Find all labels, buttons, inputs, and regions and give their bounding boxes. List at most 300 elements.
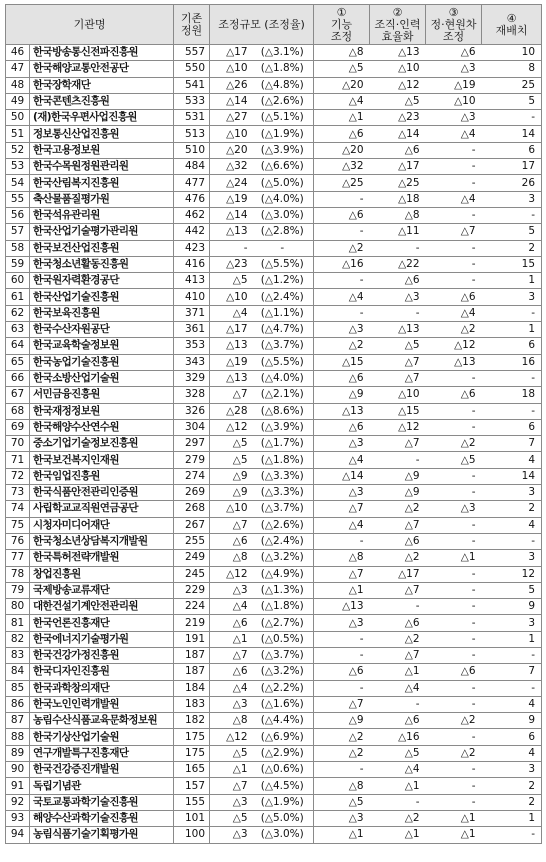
function-adjust: △6 xyxy=(314,370,370,386)
org-efficiency: △5 xyxy=(370,338,426,354)
row-number: 80 xyxy=(6,599,30,615)
table-row xyxy=(6,207,542,223)
existing-quota: 410 xyxy=(174,289,210,305)
adjustment-size: △10 xyxy=(210,61,252,77)
row-number: 72 xyxy=(6,468,30,484)
function-adjust: - xyxy=(314,533,370,549)
function-adjust: △5 xyxy=(314,794,370,810)
function-adjust: △1 xyxy=(314,582,370,598)
existing-quota: 557 xyxy=(174,45,210,61)
agency-name: 정보통신산업진흥원 xyxy=(30,126,174,142)
org-efficiency: △6 xyxy=(370,533,426,549)
reallocation: 1 xyxy=(482,810,542,826)
function-adjust: △14 xyxy=(314,468,370,484)
staff-gap-adjust: - xyxy=(426,533,482,549)
reallocation: 25 xyxy=(482,77,542,93)
existing-quota: 353 xyxy=(174,338,210,354)
adjustment-rate: (△4.8%) xyxy=(252,77,314,93)
staff-gap-adjust: - xyxy=(426,615,482,631)
staff-gap-adjust: △10 xyxy=(426,93,482,109)
function-adjust: △4 xyxy=(314,452,370,468)
adjustment-rate: (△4.0%) xyxy=(252,191,314,207)
function-adjust: △8 xyxy=(314,550,370,566)
function-adjust: - xyxy=(314,273,370,289)
function-adjust: △3 xyxy=(314,810,370,826)
reallocation: - xyxy=(482,110,542,126)
staff-gap-adjust: - xyxy=(426,273,482,289)
row-number: 93 xyxy=(6,810,30,826)
reallocation: 1 xyxy=(482,322,542,338)
header-org-efficiency xyxy=(370,5,426,45)
function-adjust: △1 xyxy=(314,827,370,843)
adjustment-rate: (△3.7%) xyxy=(252,338,314,354)
staff-gap-adjust: - xyxy=(426,680,482,696)
row-number: 73 xyxy=(6,485,30,501)
org-efficiency: △14 xyxy=(370,126,426,142)
agency-name: 축산물품질평가원 xyxy=(30,191,174,207)
table-row xyxy=(6,745,542,761)
adjustment-size: △1 xyxy=(210,631,252,647)
adjustment-size: △3 xyxy=(210,794,252,810)
function-adjust: △2 xyxy=(314,745,370,761)
table-row xyxy=(6,680,542,696)
agency-name: 한국농업기술진흥원 xyxy=(30,354,174,370)
agency-name: 한국건강증진개발원 xyxy=(30,762,174,778)
staff-gap-adjust: - xyxy=(426,729,482,745)
reallocation: 4 xyxy=(482,452,542,468)
existing-quota: 361 xyxy=(174,322,210,338)
row-number: 89 xyxy=(6,745,30,761)
row-number: 49 xyxy=(6,93,30,109)
agency-name: 서민금융진흥원 xyxy=(30,387,174,403)
staff-gap-adjust: △1 xyxy=(426,827,482,843)
table-row xyxy=(6,631,542,647)
staff-gap-adjust: △4 xyxy=(426,191,482,207)
row-number: 70 xyxy=(6,436,30,452)
agency-name: 한국산업기술진흥원 xyxy=(30,289,174,305)
function-adjust: △13 xyxy=(314,403,370,419)
table-row xyxy=(6,827,542,843)
org-efficiency: △6 xyxy=(370,615,426,631)
adjustment-size: △7 xyxy=(210,647,252,663)
existing-quota: 477 xyxy=(174,175,210,191)
adjustment-rate: (△3.3%) xyxy=(252,485,314,501)
function-adjust: △3 xyxy=(314,436,370,452)
table-row xyxy=(6,664,542,680)
function-adjust: - xyxy=(314,762,370,778)
reallocation: 15 xyxy=(482,256,542,272)
existing-quota: 279 xyxy=(174,452,210,468)
table-row xyxy=(6,142,542,158)
existing-quota: 175 xyxy=(174,745,210,761)
staff-gap-adjust: △6 xyxy=(426,45,482,61)
table-row xyxy=(6,77,542,93)
existing-quota: 219 xyxy=(174,615,210,631)
table-row xyxy=(6,93,542,109)
org-efficiency: △8 xyxy=(370,207,426,223)
agency-name: 한국해양수산연수원 xyxy=(30,419,174,435)
row-number: 53 xyxy=(6,159,30,175)
row-number: 46 xyxy=(6,45,30,61)
reallocation: 6 xyxy=(482,419,542,435)
adjustment-rate: (△1.1%) xyxy=(252,305,314,321)
reallocation: 2 xyxy=(482,240,542,256)
table-row xyxy=(6,468,542,484)
row-number: 58 xyxy=(6,240,30,256)
staff-gap-adjust: - xyxy=(426,207,482,223)
adjustment-rate: (△4.7%) xyxy=(252,322,314,338)
agency-name: 한국임업진흥원 xyxy=(30,468,174,484)
function-adjust: △6 xyxy=(314,207,370,223)
staff-gap-adjust: - xyxy=(426,762,482,778)
reallocation: - xyxy=(482,680,542,696)
row-number: 55 xyxy=(6,191,30,207)
adjustment-size: △13 xyxy=(210,370,252,386)
function-adjust: △3 xyxy=(314,322,370,338)
adjustment-rate: (△2.1%) xyxy=(252,387,314,403)
existing-quota: 484 xyxy=(174,159,210,175)
adjustment-rate: (△2.2%) xyxy=(252,680,314,696)
table-row xyxy=(6,110,542,126)
table-row xyxy=(6,729,542,745)
org-efficiency: △12 xyxy=(370,419,426,435)
agency-name: 한국기상산업기술원 xyxy=(30,729,174,745)
existing-quota: 541 xyxy=(174,77,210,93)
reallocation: 26 xyxy=(482,175,542,191)
row-number: 81 xyxy=(6,615,30,631)
agency-name: (재)한국우편사업진흥원 xyxy=(30,110,174,126)
row-number: 87 xyxy=(6,713,30,729)
org-efficiency: △18 xyxy=(370,191,426,207)
reallocation: 16 xyxy=(482,354,542,370)
table-row xyxy=(6,419,542,435)
reallocation: 14 xyxy=(482,126,542,142)
agency-name: 한국청소년활동진흥원 xyxy=(30,256,174,272)
adjustment-size: △1 xyxy=(210,762,252,778)
reallocation: - xyxy=(482,403,542,419)
adjustment-size: △19 xyxy=(210,191,252,207)
reallocation: - xyxy=(482,305,542,321)
table-row xyxy=(6,403,542,419)
adjustment-rate: (△2.4%) xyxy=(252,289,314,305)
existing-quota: 100 xyxy=(174,827,210,843)
function-adjust: △2 xyxy=(314,729,370,745)
row-number: 64 xyxy=(6,338,30,354)
function-adjust: △15 xyxy=(314,354,370,370)
agency-name: 한국특허전략개발원 xyxy=(30,550,174,566)
adjustment-size: △7 xyxy=(210,778,252,794)
staff-gap-adjust: △2 xyxy=(426,322,482,338)
reallocation: 18 xyxy=(482,387,542,403)
staff-gap-adjust: - xyxy=(426,517,482,533)
function-adjust: - xyxy=(314,647,370,663)
row-number: 88 xyxy=(6,729,30,745)
org-efficiency: △4 xyxy=(370,762,426,778)
table-row xyxy=(6,778,542,794)
reallocation: 9 xyxy=(482,713,542,729)
existing-quota: 267 xyxy=(174,517,210,533)
adjustment-rate: (△1.8%) xyxy=(252,61,314,77)
staff-gap-adjust: - xyxy=(426,468,482,484)
table-row xyxy=(6,794,542,810)
reallocation: 1 xyxy=(482,631,542,647)
staff-gap-adjust: △2 xyxy=(426,436,482,452)
existing-quota: 101 xyxy=(174,810,210,826)
adjustment-size: △26 xyxy=(210,77,252,93)
org-efficiency: △6 xyxy=(370,713,426,729)
reallocation: 5 xyxy=(482,93,542,109)
adjustment-rate: (△2.6%) xyxy=(252,517,314,533)
reallocation: 12 xyxy=(482,566,542,582)
adjustment-rate: (△4.0%) xyxy=(252,370,314,386)
agency-name: 한국청소년상담복지개발원 xyxy=(30,533,174,549)
function-adjust: △9 xyxy=(314,713,370,729)
function-adjust: △9 xyxy=(314,387,370,403)
staff-gap-adjust: - xyxy=(426,582,482,598)
existing-quota: 249 xyxy=(174,550,210,566)
adjustment-rate: (△1.8%) xyxy=(252,599,314,615)
org-efficiency: △1 xyxy=(370,664,426,680)
adjustment-size: △3 xyxy=(210,582,252,598)
org-efficiency: △1 xyxy=(370,778,426,794)
adjustment-rate: (△5.0%) xyxy=(252,175,314,191)
existing-quota: 476 xyxy=(174,191,210,207)
row-number: 78 xyxy=(6,566,30,582)
adjustment-rate: (△4.5%) xyxy=(252,778,314,794)
staff-gap-adjust: - xyxy=(426,403,482,419)
header-adjustment: 조정규모 (조정율) xyxy=(210,5,314,45)
existing-quota: 187 xyxy=(174,664,210,680)
row-number: 48 xyxy=(6,77,30,93)
adjustment-rate: - xyxy=(252,240,314,256)
reallocation: 3 xyxy=(482,615,542,631)
org-efficiency: △9 xyxy=(370,468,426,484)
row-number: 91 xyxy=(6,778,30,794)
adjustment-size: △10 xyxy=(210,289,252,305)
staff-gap-adjust: △4 xyxy=(426,305,482,321)
row-number: 51 xyxy=(6,126,30,142)
header-org-mark: ② xyxy=(392,5,403,19)
adjustment-rate: (△2.9%) xyxy=(252,745,314,761)
staff-gap-adjust: △6 xyxy=(426,387,482,403)
row-number: 90 xyxy=(6,762,30,778)
agency-name: 한국식품안전관리인증원 xyxy=(30,485,174,501)
table-row xyxy=(6,452,542,468)
existing-quota: 297 xyxy=(174,436,210,452)
header-function-label: 기능 조정 xyxy=(330,17,353,43)
row-number: 67 xyxy=(6,387,30,403)
reallocation: 6 xyxy=(482,338,542,354)
org-efficiency: △4 xyxy=(370,680,426,696)
adjustment-rate: (△3.7%) xyxy=(252,501,314,517)
agency-name: 농림식품기술기획평가원 xyxy=(30,827,174,843)
adjustment-rate: (△3.2%) xyxy=(252,664,314,680)
existing-quota: 328 xyxy=(174,387,210,403)
existing-quota: 531 xyxy=(174,110,210,126)
org-efficiency: △2 xyxy=(370,550,426,566)
adjustment-size: △14 xyxy=(210,93,252,109)
function-adjust: - xyxy=(314,680,370,696)
row-number: 74 xyxy=(6,501,30,517)
org-efficiency: - xyxy=(370,240,426,256)
existing-quota: 183 xyxy=(174,696,210,712)
staff-gap-adjust: - xyxy=(426,794,482,810)
row-number: 56 xyxy=(6,207,30,223)
staff-gap-adjust: - xyxy=(426,566,482,582)
org-efficiency: △9 xyxy=(370,485,426,501)
reallocation: 4 xyxy=(482,517,542,533)
agency-name: 한국디자인진흥원 xyxy=(30,664,174,680)
staff-gap-adjust: △3 xyxy=(426,110,482,126)
existing-quota: 182 xyxy=(174,713,210,729)
existing-quota: 413 xyxy=(174,273,210,289)
reallocation: 3 xyxy=(482,762,542,778)
adjustment-size: △9 xyxy=(210,485,252,501)
staff-gap-adjust: △4 xyxy=(426,126,482,142)
org-efficiency: △7 xyxy=(370,647,426,663)
table-row xyxy=(6,240,542,256)
agency-name: 한국보육진흥원 xyxy=(30,305,174,321)
table-row xyxy=(6,354,542,370)
org-efficiency: - xyxy=(370,794,426,810)
adjustment-rate: (△0.6%) xyxy=(252,762,314,778)
agency-name: 해양수산과학기술진흥원 xyxy=(30,810,174,826)
agency-name: 한국해양교통안전공단 xyxy=(30,61,174,77)
existing-quota: 423 xyxy=(174,240,210,256)
reallocation: 3 xyxy=(482,289,542,305)
agency-name: 한국콘텐츠진흥원 xyxy=(30,93,174,109)
existing-quota: 165 xyxy=(174,762,210,778)
agency-name: 한국노인인력개발원 xyxy=(30,696,174,712)
staff-gap-adjust: △1 xyxy=(426,550,482,566)
adjustment-size: △6 xyxy=(210,664,252,680)
row-number: 59 xyxy=(6,256,30,272)
header-staff-gap-adjust xyxy=(426,5,482,45)
adjustment-rate: (△3.0%) xyxy=(252,207,314,223)
org-efficiency: △13 xyxy=(370,322,426,338)
adjustment-rate: (△1.3%) xyxy=(252,582,314,598)
adjustment-size: △10 xyxy=(210,126,252,142)
agency-name: 한국에너지기술평가원 xyxy=(30,631,174,647)
adjustment-rate: (△5.5%) xyxy=(252,256,314,272)
reallocation: 7 xyxy=(482,436,542,452)
agency-name: 중소기업기술정보진흥원 xyxy=(30,436,174,452)
reallocation: 9 xyxy=(482,599,542,615)
row-number: 54 xyxy=(6,175,30,191)
agency-name: 한국고용정보원 xyxy=(30,142,174,158)
org-efficiency: △6 xyxy=(370,142,426,158)
adjustment-size: △6 xyxy=(210,533,252,549)
reallocation: 5 xyxy=(482,224,542,240)
staff-gap-adjust: - xyxy=(426,696,482,712)
existing-quota: 245 xyxy=(174,566,210,582)
row-number: 92 xyxy=(6,794,30,810)
agency-name: 농림수산식품교육문화정보원 xyxy=(30,713,174,729)
agency-name: 한국원자력환경공단 xyxy=(30,273,174,289)
table-row xyxy=(6,810,542,826)
function-adjust: △20 xyxy=(314,77,370,93)
row-number: 62 xyxy=(6,305,30,321)
adjustment-size: △17 xyxy=(210,322,252,338)
adjustment-size: △7 xyxy=(210,387,252,403)
adjustment-size: △10 xyxy=(210,501,252,517)
header-staff-gap-label: 정·현원차 조정 xyxy=(430,17,477,43)
row-number: 68 xyxy=(6,403,30,419)
agency-name: 한국건강가정진흥원 xyxy=(30,647,174,663)
adjustment-rate: (△3.7%) xyxy=(252,647,314,663)
adjustment-rate: (△1.8%) xyxy=(252,452,314,468)
existing-quota: 224 xyxy=(174,599,210,615)
row-number: 77 xyxy=(6,550,30,566)
staff-gap-adjust: △6 xyxy=(426,289,482,305)
agency-name: 사립학교교직원연금공단 xyxy=(30,501,174,517)
reallocation: 2 xyxy=(482,794,542,810)
adjustment-size: △5 xyxy=(210,273,252,289)
function-adjust: △8 xyxy=(314,778,370,794)
reallocation: - xyxy=(482,827,542,843)
staff-gap-adjust: △13 xyxy=(426,354,482,370)
table-row xyxy=(6,599,542,615)
staff-gap-adjust: △2 xyxy=(426,745,482,761)
adjustment-rate: (△2.7%) xyxy=(252,615,314,631)
agency-name: 한국소방산업기술원 xyxy=(30,370,174,386)
org-efficiency: △17 xyxy=(370,159,426,175)
reallocation: 6 xyxy=(482,729,542,745)
adjustment-rate: (△5.0%) xyxy=(252,810,314,826)
table-row xyxy=(6,387,542,403)
adjustment-rate: (△6.6%) xyxy=(252,159,314,175)
adjustment-size: △8 xyxy=(210,713,252,729)
function-adjust: △7 xyxy=(314,696,370,712)
header-reallocation-label: 재배치 xyxy=(495,23,528,37)
header-org-label: 조직·인력 효율화 xyxy=(374,17,421,43)
agency-name: 한국재정정보원 xyxy=(30,403,174,419)
table-row xyxy=(6,61,542,77)
adjustment-size: △14 xyxy=(210,207,252,223)
org-efficiency: △13 xyxy=(370,45,426,61)
table-row xyxy=(6,696,542,712)
header-reallocation-mark: ④ xyxy=(506,11,517,25)
adjustment-rate: (△5.5%) xyxy=(252,354,314,370)
staff-gap-adjust: - xyxy=(426,419,482,435)
table-row xyxy=(6,256,542,272)
row-number: 60 xyxy=(6,273,30,289)
org-efficiency: △1 xyxy=(370,827,426,843)
reallocation: 1 xyxy=(482,273,542,289)
existing-quota: 329 xyxy=(174,370,210,386)
agency-name: 한국과학창의재단 xyxy=(30,680,174,696)
table-row xyxy=(6,436,542,452)
org-efficiency: △15 xyxy=(370,403,426,419)
adjustment-size: - xyxy=(210,240,252,256)
reallocation: 7 xyxy=(482,664,542,680)
adjustment-size: △4 xyxy=(210,305,252,321)
adjustment-rate: (△5.1%) xyxy=(252,110,314,126)
existing-quota: 343 xyxy=(174,354,210,370)
existing-quota: 304 xyxy=(174,419,210,435)
quota-adjustment-table-container xyxy=(5,4,541,844)
adjustment-rate: (△2.6%) xyxy=(252,93,314,109)
org-efficiency: △10 xyxy=(370,61,426,77)
table-row xyxy=(6,322,542,338)
agency-name: 한국석유관리원 xyxy=(30,207,174,223)
agency-name: 한국장학재단 xyxy=(30,77,174,93)
org-efficiency: △23 xyxy=(370,110,426,126)
existing-quota: 184 xyxy=(174,680,210,696)
adjustment-size: △23 xyxy=(210,256,252,272)
org-efficiency: △10 xyxy=(370,387,426,403)
adjustment-rate: (△1.9%) xyxy=(252,794,314,810)
